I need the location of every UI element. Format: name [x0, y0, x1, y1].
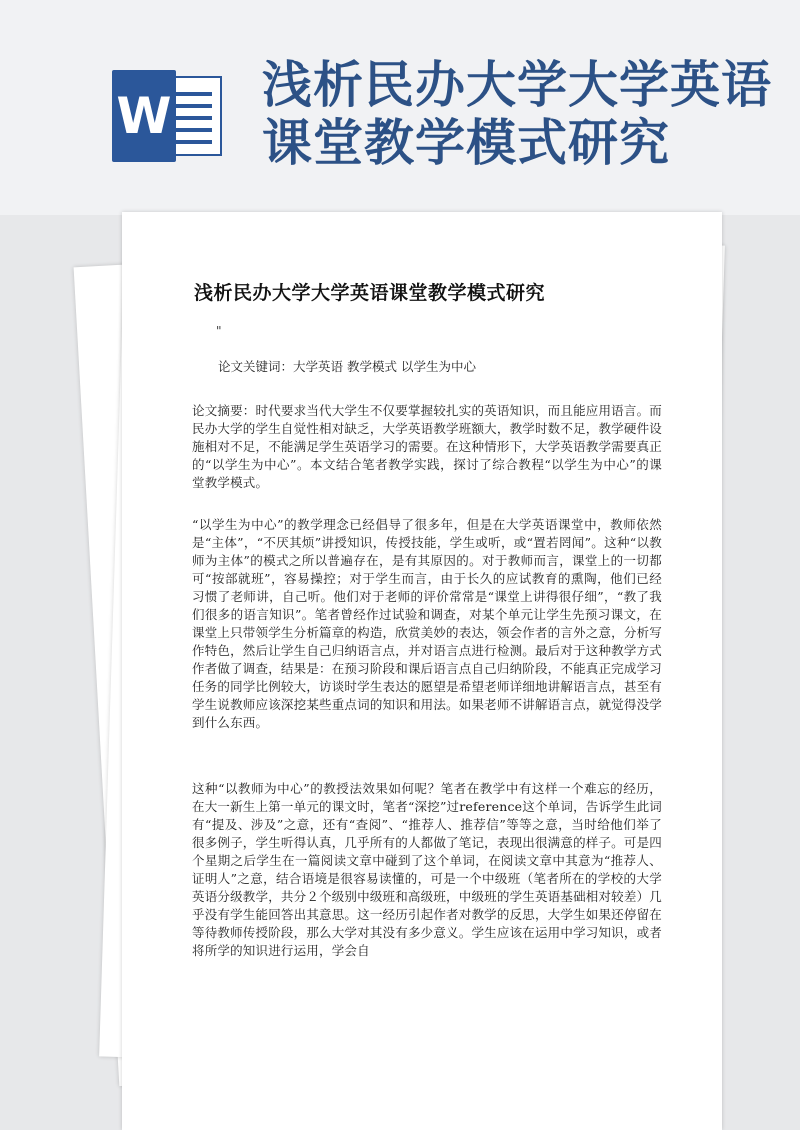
word-letter-badge: W [112, 70, 176, 162]
document-title: 浅析民办大学大学英语课堂教学模式研究 [194, 282, 546, 304]
quote-mark: " [216, 324, 222, 338]
word-document-icon [112, 70, 222, 162]
abstract-paragraph: 论文摘要：时代要求当代大学生不仅要掌握较扎实的英语知识，而且能应用语言。而民办大学的学生自觉性相对缺乏，大学英语教学班额大，教学时数不足，教学硬件设施相对不足，不能满足学生英语学习的需要。在这种情形下，大学英语教学需要真正的“以学生为中心”。本文结合笔者教学实践，探讨了综合教程“以学生为中心”的课堂教学模式。 [192, 403, 662, 490]
banner [0, 0, 800, 215]
keywords-line: 论文关键词：大学英语 教学模式 以学生为中心 [218, 359, 476, 374]
banner-title: 浅析民办大学大学英语课堂教学模式研究 [262, 55, 772, 172]
body-paragraph-2: 这种“以教师为中心”的教授法效果如何呢？笔者在教学中有这样一个难忘的经历，在大一新生上第一单元的课文时，笔者“深挖”过reference这个单词，告诉学生此词有“提及、涉及”之意，还有“查阅”、“推荐人、推荐信”等等之意，当时给他们举了很多例子，学生听得认真，几乎所有的人都做了笔记，表现出很满意的样子。可是四个星期之后学生在一篇阅读文章中碰到了这个单词，在阅读文章中其意为“推荐人、证明人”之意，结合语境是很容易读懂的，可是一个中级班（笔者所在的学校的大学英语分级教学，共分２个级别中级班和高级班，中级班的学生英语基础相对较差）几乎没有学生能回答出其意思。这一经历引起作者对教学的反思，大学生如果还停留在等待教师传授阶段，那么大学对其没有多少意义。学生应该在运用中学习知识，或者将所学的知识进行运用，学会自 [192, 781, 662, 958]
body-paragraph-1: “以学生为中心”的教学理念已经倡导了很多年，但是在大学英语课堂中，教师依然是“主体”，“不厌其烦”讲授知识，传授技能，学生或听，或“置若罔闻”。这种“以教师为主体”的模式之所以普遍存在，是有其原因的。对于教师而言，课堂上的一切都可“按部就班”，容易操控；对于学生而言，由于长久的应试教育的熏陶，他们已经习惯了老师讲，自己听。他们对于老师的评价常常是“课堂上讲得很仔细”，“教了我们很多的语言知识”。笔者曾经作过试验和调查，对某个单元让学生先预习课文，在课堂上只带领学生分析篇章的构造，欣赏美妙的表达，领会作者的言外之意，分析写作特色，然后让学生自己归纳语言点，并对语言点进行检测。最后对于这种教学方式作者做了调查，结果是：在预习阶段和课后语言点自己归纳阶段，不能真正完成学习任务的同学比例较大，访谈时学生表达的愿望是希望老师详细地讲解语言点，甚至有学生说教师应该深挖某些重点词的知识和用法。如果老师不讲解语言点，就觉得没学到什么东西。 [192, 517, 662, 730]
document-page [122, 212, 722, 1130]
